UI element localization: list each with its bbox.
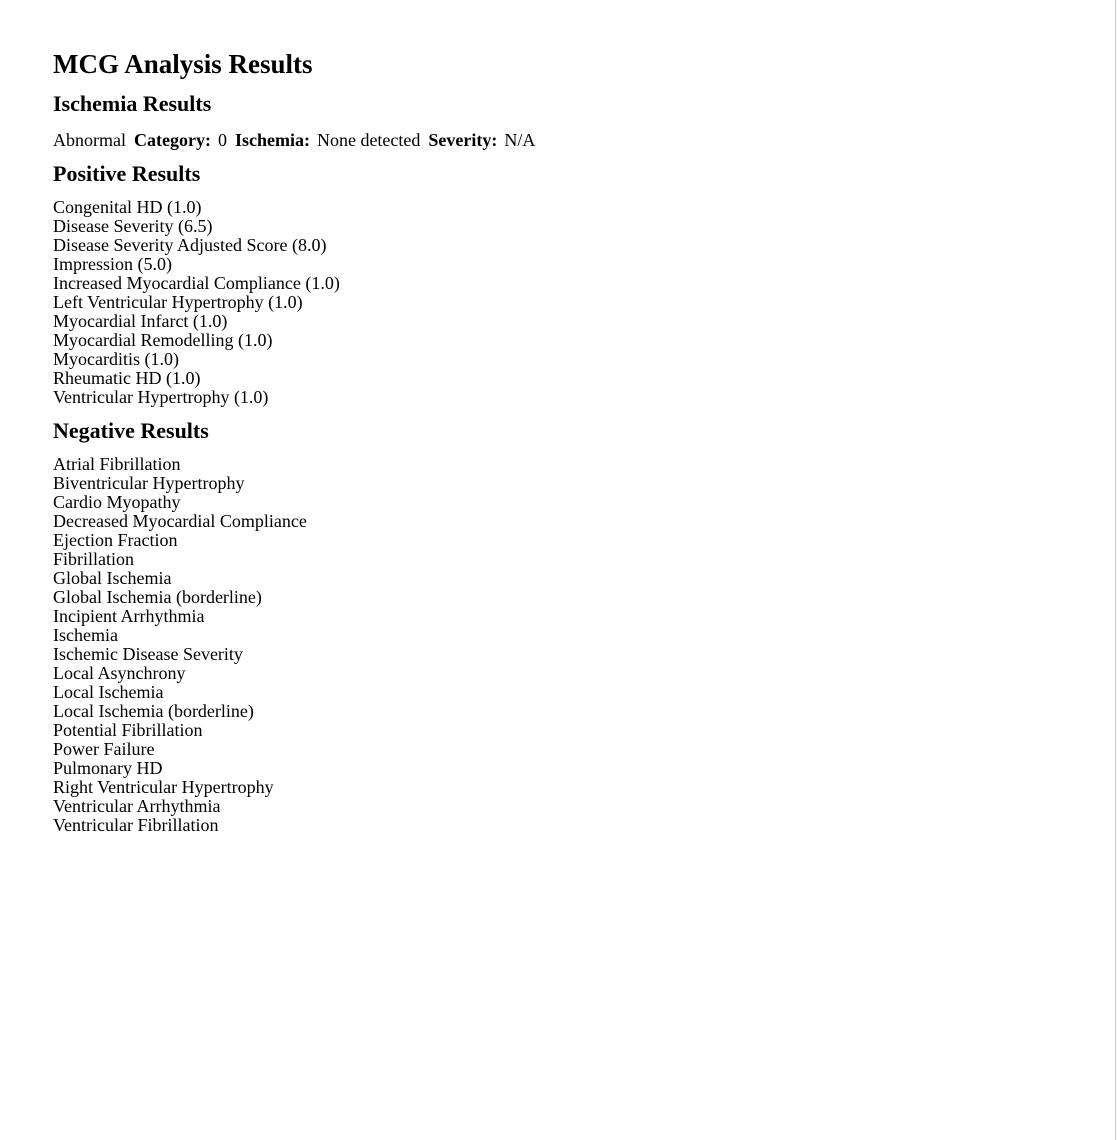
category-label: Category:: [133, 130, 211, 150]
ischemia-summary: [53, 129, 1093, 151]
result-item: Left Ventricular Hypertrophy (1.0): [53, 292, 303, 312]
negative-results-list: [53, 455, 1093, 835]
page-title: MCG Analysis Results: [53, 49, 313, 79]
result-item: Ventricular Arrhythmia: [53, 796, 221, 816]
category-value: 0: [217, 130, 227, 150]
result-item: Global Ischemia: [53, 568, 172, 588]
result-item: Global Ischemia (borderline): [53, 587, 262, 607]
page-edge-divider: [1115, 0, 1116, 1140]
negative-results-heading: Negative Results: [53, 418, 209, 443]
report-page: [53, 46, 1093, 835]
ischemia-status: Abnormal: [53, 130, 126, 150]
positive-results-heading: Positive Results: [53, 161, 201, 186]
result-item: Myocardial Remodelling (1.0): [53, 330, 273, 350]
result-item: Fibrillation: [53, 549, 134, 569]
result-item: Ischemic Disease Severity: [53, 644, 243, 664]
result-item: Disease Severity (6.5): [53, 216, 213, 236]
result-item: Congenital HD (1.0): [53, 197, 202, 217]
ischemia-results-heading: Ischemia Results: [53, 91, 212, 116]
result-item: Decreased Myocardial Compliance: [53, 511, 307, 531]
severity-label: Severity:: [428, 130, 498, 150]
result-item: Myocardial Infarct (1.0): [53, 311, 228, 331]
result-item: Atrial Fibrillation: [53, 454, 181, 474]
result-item: Impression (5.0): [53, 254, 172, 274]
result-item: Local Ischemia: [53, 682, 164, 702]
result-item: Myocarditis (1.0): [53, 349, 179, 369]
result-item: Biventricular Hypertrophy: [53, 473, 245, 493]
result-item: Ischemia: [53, 625, 118, 645]
result-item: Right Ventricular Hypertrophy: [53, 777, 274, 797]
result-item: Disease Severity Adjusted Score (8.0): [53, 235, 327, 255]
result-item: Rheumatic HD (1.0): [53, 368, 201, 388]
result-item: Local Asynchrony: [53, 663, 186, 683]
result-item: Pulmonary HD: [53, 758, 163, 778]
positive-results-list: [53, 198, 1093, 407]
severity-value: N/A: [504, 130, 536, 150]
result-item: Ventricular Fibrillation: [53, 815, 219, 835]
result-item: Ventricular Hypertrophy (1.0): [53, 387, 269, 407]
ischemia-value: None detected: [316, 130, 421, 150]
result-item: Incipient Arrhythmia: [53, 606, 205, 626]
result-item: Potential Fibrillation: [53, 720, 203, 740]
ischemia-label: Ischemia:: [234, 130, 310, 150]
result-item: Ejection Fraction: [53, 530, 178, 550]
result-item: Cardio Myopathy: [53, 492, 181, 512]
result-item: Local Ischemia (borderline): [53, 701, 254, 721]
result-item: Power Failure: [53, 739, 155, 759]
result-item: Increased Myocardial Compliance (1.0): [53, 273, 340, 293]
